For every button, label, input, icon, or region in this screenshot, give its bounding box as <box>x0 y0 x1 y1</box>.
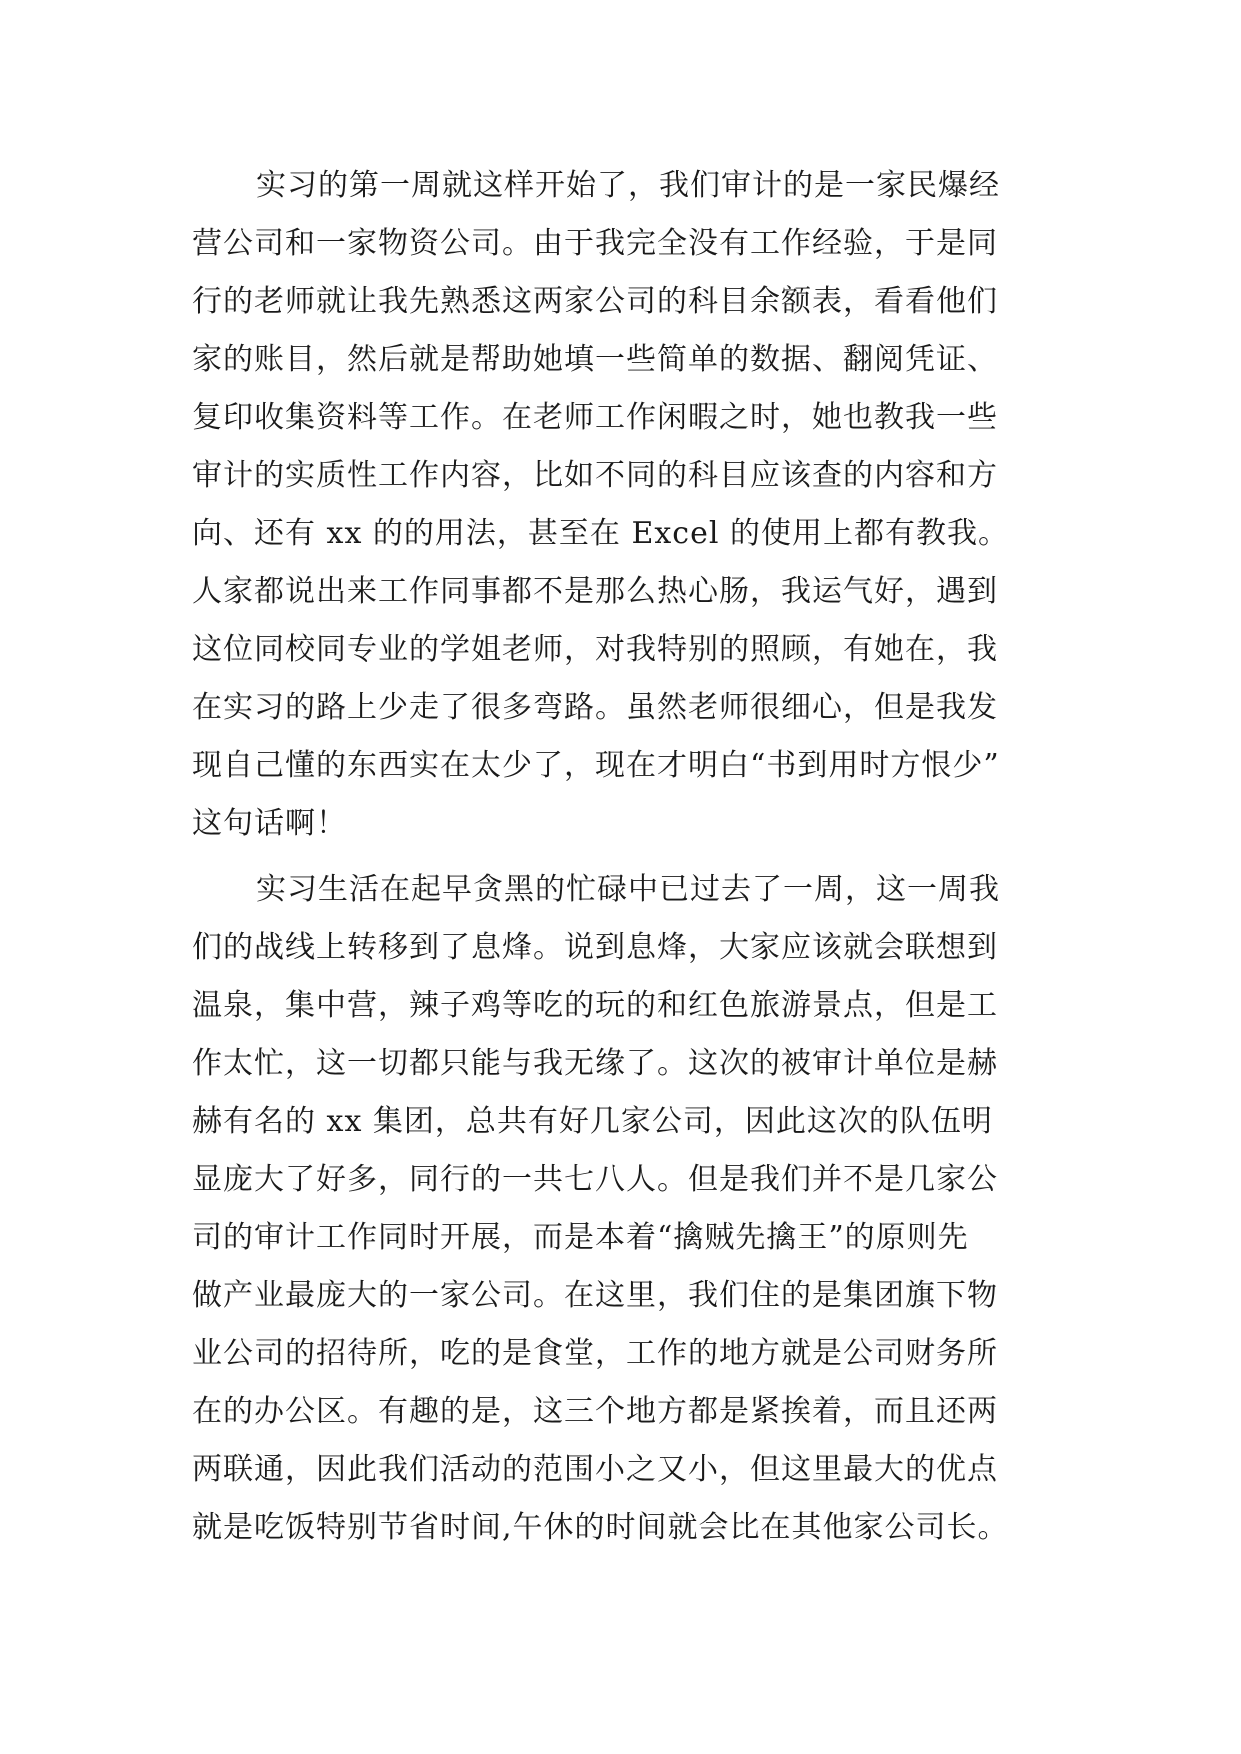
paragraph-1 <box>192 157 1072 853</box>
paragraph-line: 这位同校同专业的学姐老师，对我特别的照顾，有她在，我 <box>192 632 998 667</box>
paragraph-2 <box>192 861 1072 1557</box>
paragraph-line: 人家都说出来工作同事都不是那么热心肠，我运气好，遇到 <box>192 574 998 609</box>
paragraph-line: 行的老师就让我先熟悉这两家公司的科目余额表，看看他们 <box>192 284 998 319</box>
paragraph-line: 显庞大了好多，同行的一共七八人。但是我们并不是几家公 <box>192 1162 998 1197</box>
paragraph-line: 向、还有 xx 的的用法，甚至在 Excel 的使用上都有教我。 <box>192 516 1009 551</box>
paragraph-line: 两联通，因此我们活动的范围小之又小，但这里最大的优点 <box>192 1452 998 1487</box>
paragraph-line: 司的审计工作同时开展，而是本着“擒贼先擒王”的原则先 <box>192 1220 969 1255</box>
paragraph-line: 营公司和一家物资公司。由于我完全没有工作经验，于是同 <box>192 226 998 261</box>
paragraph-line: 温泉，集中营，辣子鸡等吃的玩的和红色旅游景点，但是工 <box>192 988 998 1023</box>
paragraph-spacer <box>192 853 1072 861</box>
paragraph-line: 复印收集资料等工作。在老师工作闲暇之时，她也教我一些 <box>192 400 998 435</box>
paragraph-line: 们的战线上转移到了息烽。说到息烽，大家应该就会联想到 <box>192 930 998 965</box>
paragraph-line: 作太忙，这一切都只能与我无缘了。这次的被审计单位是赫 <box>192 1046 998 1081</box>
paragraph-line: 现自己懂的东西实在太少了，现在才明白“书到用时方恨少” <box>192 748 1000 783</box>
paragraph-line: 实习的第一周就这样开始了，我们审计的是一家民爆经 <box>256 168 1000 203</box>
paragraph-line: 在的办公区。有趣的是，这三个地方都是紧挨着，而且还两 <box>192 1394 998 1429</box>
paragraph-line: 做产业最庞大的一家公司。在这里，我们住的是集团旗下物 <box>192 1278 998 1313</box>
paragraph-line: 业公司的招待所，吃的是食堂，工作的地方就是公司财务所 <box>192 1336 998 1371</box>
paragraph-line: 赫有名的 xx 集团，总共有好几家公司，因此这次的队伍明 <box>192 1104 993 1139</box>
paragraph-line: 家的账目，然后就是帮助她填一些简单的数据、翻阅凭证、 <box>192 342 998 377</box>
paragraph-line: 实习生活在起早贪黑的忙碌中已过去了一周，这一周我 <box>256 872 1000 907</box>
paragraph-line: 在实习的路上少走了很多弯路。虽然老师很细心，但是我发 <box>192 690 998 725</box>
paragraph-line: 审计的实质性工作内容，比如不同的科目应该查的内容和方 <box>192 458 998 493</box>
document-body <box>192 157 1072 1557</box>
paragraph-line: 就是吃饭特别节省时间,午休的时间就会比在其他家公司长。 <box>192 1510 1009 1545</box>
paragraph-line: 这句话啊！ <box>192 806 347 841</box>
